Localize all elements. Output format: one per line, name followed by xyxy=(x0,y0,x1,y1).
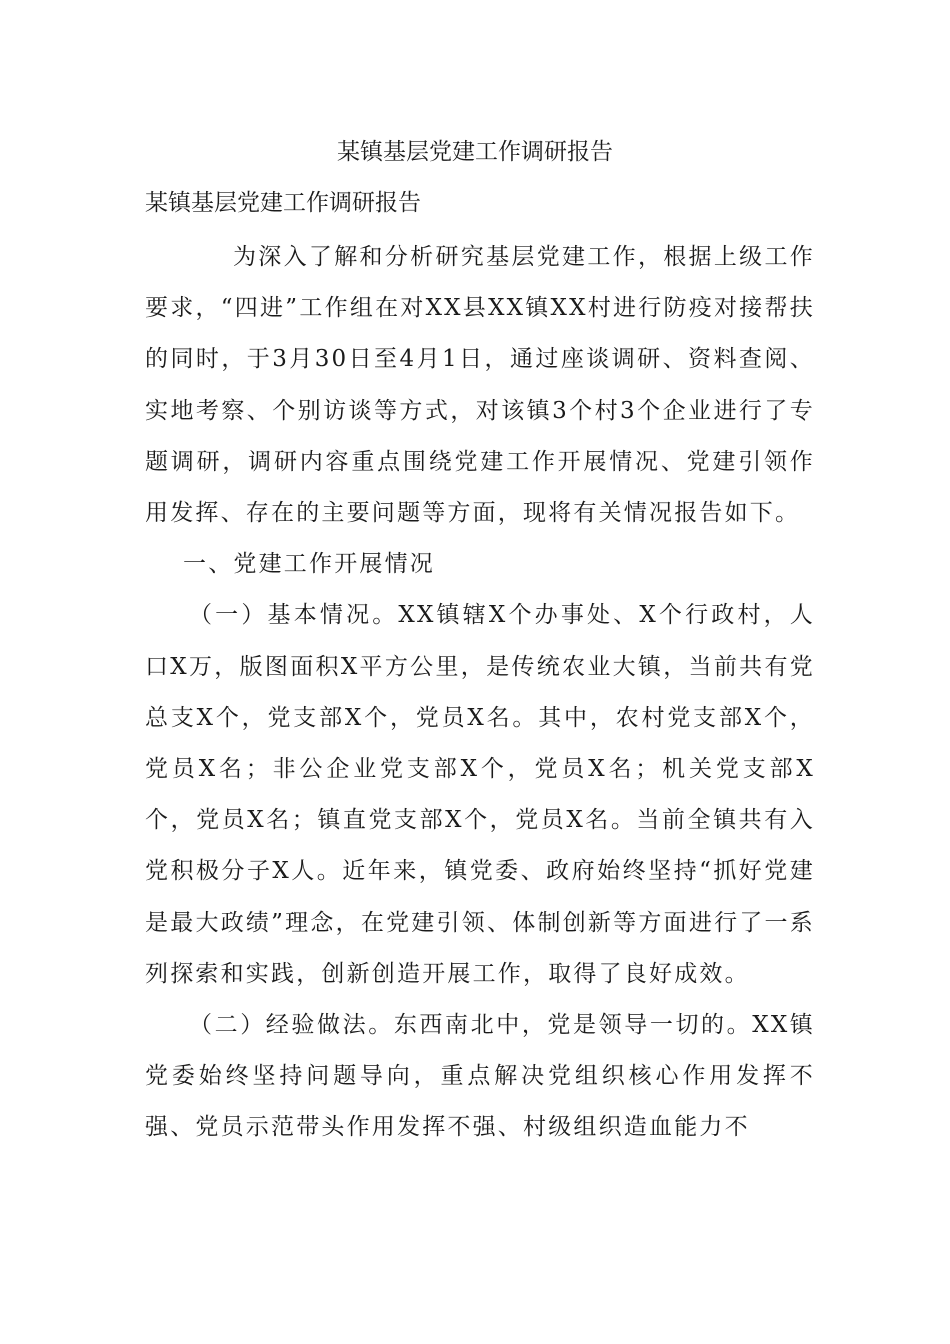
document-subtitle: 某镇基层党建工作调研报告 xyxy=(145,190,421,216)
document-title: 某镇基层党建工作调研报告 xyxy=(337,139,613,165)
section-heading-1: 一、党建工作开展情况 xyxy=(183,551,435,578)
paragraph-experience: （二）经验做法。东西南北中，党是领导一切的。XX镇党委始终坚持问题导向，重点解决党组织核心作用发挥不强、党员示范带头作用发挥不强、村级组织造血能力不 xyxy=(145,1012,815,1141)
paragraph-basic-situation: （一）基本情况。XX镇辖X个办事处、X个行政村，人口X万，版图面积X平方公里，是传统农业大镇，当前共有党总支X个，党支部X个，党员X名。其中，农村党支部X个，党员X名；非公企业党支部X个，党员X名；机关党支部X个，党员X名；镇直党支部X个，党员X名。当前全镇共有入党积极分子X人。近年来，镇党委、政府始终坚持“抓好党建是最大政绩”理念，在党建引领、体制创新等方面进行了一系列探索和实践，创新创造开展工作，取得了良好成效。 xyxy=(145,602,815,987)
document-body xyxy=(145,232,815,1154)
paragraph-intro: 为深入了解和分析研究基层党建工作，根据上级工作要求，“四进”工作组在对XX县XX镇XX村进行防疫对接帮扶的同时，于3月30日至4月1日，通过座谈调研、资料查阅、实地考察、个别访谈等方式，对该镇3个村3个企业进行了专题调研，调研内容重点围绕党建工作开展情况、党建引领作用发挥、存在的主要问题等方面，现将有关情况报告如下。 xyxy=(145,244,815,527)
